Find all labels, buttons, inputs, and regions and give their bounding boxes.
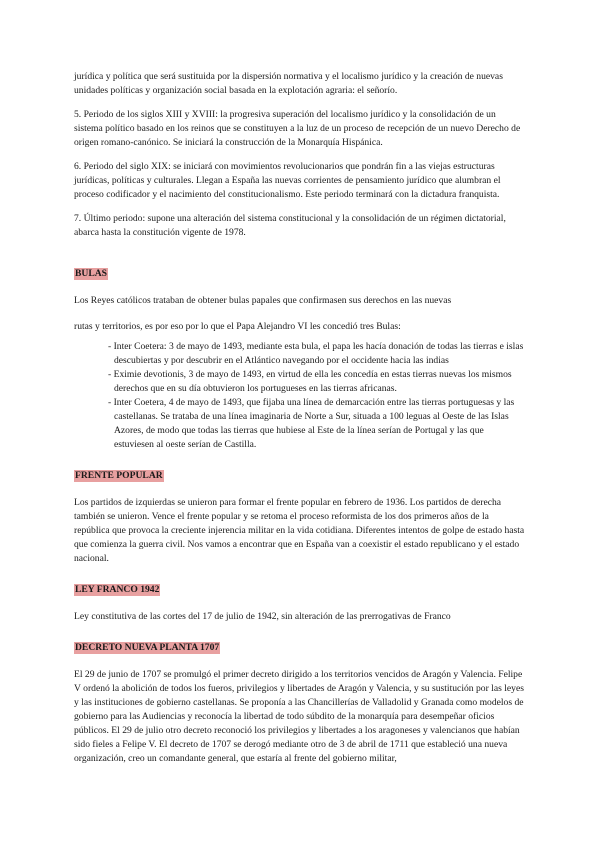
frente-popular-heading: FRENTE POPULAR [75,470,163,481]
frente-popular-paragraph: Los partidos de izquierdas se unieron para formar el frente popular en febrero de 1936. Los partidos de derecha también se unieron. Vence el frente popular y se retoma el proceso reformista de los dos primeros años de la república que provoca la creciente injerencia militar en la vida cotidiana. Diferentes intentos de golpe de estado hasta que comienza la guerra civil. Nos vamos a encontrar que en España van a coexistir el estado republicano y el estado nacional. [74,497,525,564]
list-item: - Eximie devotionis, 3 de mayo de 1493, en virtud de ella les concedía en estas tierras nuevas los mismos derechos que en su día obtuvieron los portugueses en las tierras africanas. [108,369,512,394]
list-item: - Inter Coetera: 3 de mayo de 1493, mediante esta bula, el papa les hacía donación de todas las tierras e islas descubiertas y por descubrir en el Atlántico navegando por el occidente hacia las indias [108,341,524,366]
bulas-list [108,340,526,452]
ley-franco-section [74,566,526,624]
ley-franco-paragraph: Ley constitutiva de las cortes del 17 de julio de 1942, sin alteración de las prerrogativas de Franco [74,611,451,622]
intro-paragraph: jurídica y política que será sustituida por la dispersión normativa y el localismo jurídico y la creación de nuevas unidades políticas y organización social basada en la explotación agraria: el señorío. [74,71,503,96]
list-item: - Inter Coetera, 4 de mayo de 1493, que fijaba una línea de demarcación entre las tierras portuguesas y las castellanas. Se trataba de una línea imaginaria de Norte a Sur, situada a 100 leguas al Oeste de las Islas Azores, de modo que todas las tierras que hubiese al Este de la línea serían de Portugal y las que estuviesen al oeste serían de Castilla. [108,397,515,450]
bulas-section [74,250,526,452]
decreto-heading: DECRETO NUEVA PLANTA 1707 [75,642,220,653]
frente-popular-section [74,452,526,566]
bulas-intro-line1: Los Reyes católicos trataban de obtener bulas papales que confirmasen sus derechos en las nuevas [74,295,452,306]
decreto-paragraph: El 29 de junio de 1707 se promulgó el primer decreto dirigido a los territorios vencidos de Aragón y Valencia. Felipe V ordenó la abolición de todos los fueros, privilegios y libertades de Aragón y Valencia, y su sustitución por las leyes y las instituciones de gobierno castellanas. Se proponía a las Chancillerías de Valladolid y Granada como modelos de gobierno para las Audiencias y reconocía la libertad de todo súbdito de la monarquía para desempeñar oficios públicos. El 29 de julio otro decreto reconoció los privilegios y libertades a los aragoneses y valencianos que habían sido fieles a Felipe V. El decreto de 1707 se derogó mediante otro de 3 de abril de 1711 que estableció una nueva organización, creo un comandante general, que estaría al frente del gobierno militar, [74,669,524,764]
decreto-section [74,624,526,766]
period-6-paragraph: 6. Periodo del siglo XIX: se iniciará con movimientos revolucionarios que pondrán fin a las viejas estructuras jurídicas, políticas y culturales. Llegan a España las nuevas corrientes de pensamiento jurídico que alumbran el proceso codificador y el nacimiento del constitucionalismo. Este periodo terminará con la dictadura franquista. [74,161,501,200]
period-5-paragraph: 5. Periodo de los siglos XIII y XVIII: la progresiva superación del localismo jurídico y la consolidación de un sistema político basado en los reinos que se constituyen a la luz de un proceso de recepción de un nuevo Derecho de origen romano-canónico. Se iniciará la construcción de la Monarquía Hispánica. [74,109,521,148]
bulas-intro-line2: rutas y territorios, es por eso por lo que el Papa Alejandro VI les concedió tres Bulas: [74,321,401,332]
period-7-paragraph: 7. Último periodo: supone una alteración del sistema constitucional y la consolidación de un régimen dictatorial, abarca hasta la constitución vigente de 1978. [74,213,506,238]
bulas-heading: BULAS [75,268,107,279]
ley-franco-heading: LEY FRANCO 1942 [75,584,160,595]
